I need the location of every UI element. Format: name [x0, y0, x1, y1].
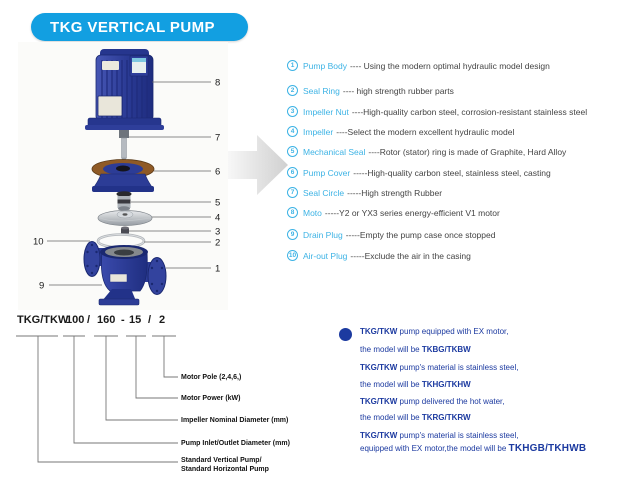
part-desc: -----High strength Rubber	[347, 187, 443, 198]
page-title: TKG VERTICAL PUMP	[50, 18, 215, 36]
list-item	[287, 167, 551, 178]
part-desc: -----High-quality carbon steel, stainless steel, casting	[353, 167, 551, 178]
bullet-icon	[339, 328, 352, 341]
label-impeller-diameter: Impeller Nominal Diameter (mm)	[181, 417, 289, 424]
part-desc: -----Y2 or YX3 series energy-efficient V1 motor	[324, 207, 500, 218]
item-number-badge: 6	[287, 167, 298, 178]
item-number-badge: 4	[287, 126, 298, 137]
part-desc: -----Exclude the air in the casing	[350, 250, 471, 261]
part-name: Pump Body	[303, 60, 347, 71]
callout-number-1: 1	[215, 263, 221, 275]
part-name: Pump Cover	[303, 167, 351, 178]
list-item	[287, 60, 550, 71]
model-code-inlet: 100	[66, 314, 85, 326]
part-desc: ----Select the modern excellent hydraulic model	[336, 126, 515, 137]
parts-list	[287, 0, 617, 280]
model-code-dash: -	[121, 314, 125, 326]
callout-number-10: 10	[33, 236, 44, 248]
list-item	[287, 126, 514, 137]
list-item	[287, 207, 500, 218]
note-line: equipped with EX motor,the model will be TKHGB/TKHWB	[360, 443, 587, 454]
note-line: the model will be TKRG/TKRW	[360, 413, 471, 422]
label-motor-pole: Motor Pole (2,4,6,)	[181, 374, 242, 381]
motor-label	[102, 61, 119, 70]
model-code-slash2: /	[148, 314, 152, 326]
list-item	[287, 187, 442, 198]
impeller	[98, 211, 152, 226]
callout-number-6: 6	[215, 166, 221, 178]
item-number-badge: 7	[287, 187, 298, 198]
callout-number-7: 7	[215, 132, 221, 144]
item-number-badge: 3	[287, 106, 298, 117]
note-line: TKG/TKW pump's material is stainless steel,	[360, 431, 519, 440]
note-line: the model will be TKHG/TKHW	[360, 380, 471, 389]
body-nameplate	[110, 274, 127, 282]
label-standard-vertical: Standard Vertical Pump/	[181, 457, 262, 464]
mechanical-seal	[117, 191, 132, 211]
item-number-badge: 5	[287, 146, 298, 157]
part-name: Drain Plug	[303, 229, 343, 240]
item-number-badge: 8	[287, 207, 298, 218]
model-code-prefix: TKG/TKW	[17, 314, 69, 326]
part-name: Mechanical Seal	[303, 146, 366, 157]
right-arrow-icon	[228, 135, 288, 195]
callout-number-8: 8	[215, 77, 221, 89]
impeller-nut	[121, 227, 129, 235]
note-line: TKG/TKW pump equipped with EX motor,	[360, 327, 509, 336]
model-code-impeller: 160	[97, 314, 116, 326]
note-line: TKG/TKW pump's material is stainless steel,	[360, 363, 519, 372]
callout-number-3: 3	[215, 226, 221, 238]
list-item	[287, 229, 495, 240]
list-item	[287, 250, 471, 261]
part-name: Seal Ring	[303, 85, 340, 96]
note-line: TKG/TKW pump delivered the hot water,	[360, 397, 505, 406]
model-code-slash1: /	[87, 314, 91, 326]
part-desc: ----Rotor (stator) ring is made of Graphite, Hard Alloy	[368, 146, 567, 157]
part-desc: ----High-quality carbon steel, corrosion-resistant stainless steel	[351, 106, 588, 117]
list-item	[287, 106, 587, 117]
item-number-badge: 2	[287, 85, 298, 96]
label-inlet-diameter: Pump Inlet/Outlet Diameter (mm)	[181, 440, 290, 447]
motor	[85, 49, 164, 130]
callout-number-4: 4	[215, 212, 221, 224]
callout-number-9: 9	[39, 280, 45, 292]
part-name: Moto	[303, 207, 322, 218]
motor-nameplate	[98, 96, 122, 116]
callout-number-5: 5	[215, 197, 221, 209]
item-number-badge: 10	[288, 252, 297, 259]
item-number-badge: 9	[287, 229, 298, 240]
model-code-power: 15	[129, 314, 142, 326]
label-standard-horizontal: Standard Horizontal Pump	[181, 466, 269, 473]
note-line: the model will be TKBG/TKBW	[360, 345, 471, 354]
part-name: Seal Circle	[303, 187, 345, 198]
part-name: Impeller Nut	[303, 106, 349, 117]
part-name: Impeller	[303, 126, 334, 137]
list-item	[287, 85, 454, 96]
model-variant-notes	[336, 322, 614, 472]
part-name: Air-out Plug	[303, 250, 348, 261]
pump-cover	[92, 160, 154, 193]
part-desc: -----Empty the pump case once stopped	[345, 229, 496, 240]
list-item	[287, 146, 566, 157]
pump-exploded-diagram	[0, 35, 300, 315]
part-desc: ---- high strength rubber parts	[342, 85, 454, 96]
inlet-flange	[84, 242, 100, 277]
model-code-pole: 2	[159, 314, 166, 326]
item-number-badge: 1	[287, 60, 298, 71]
outlet-flange	[148, 258, 166, 295]
label-motor-power: Motor Power (kW)	[181, 395, 241, 402]
callout-number-2: 2	[215, 237, 221, 249]
part-desc: ---- Using the modern optimal hydraulic model design	[349, 60, 550, 71]
label-standard-pump	[181, 456, 269, 474]
